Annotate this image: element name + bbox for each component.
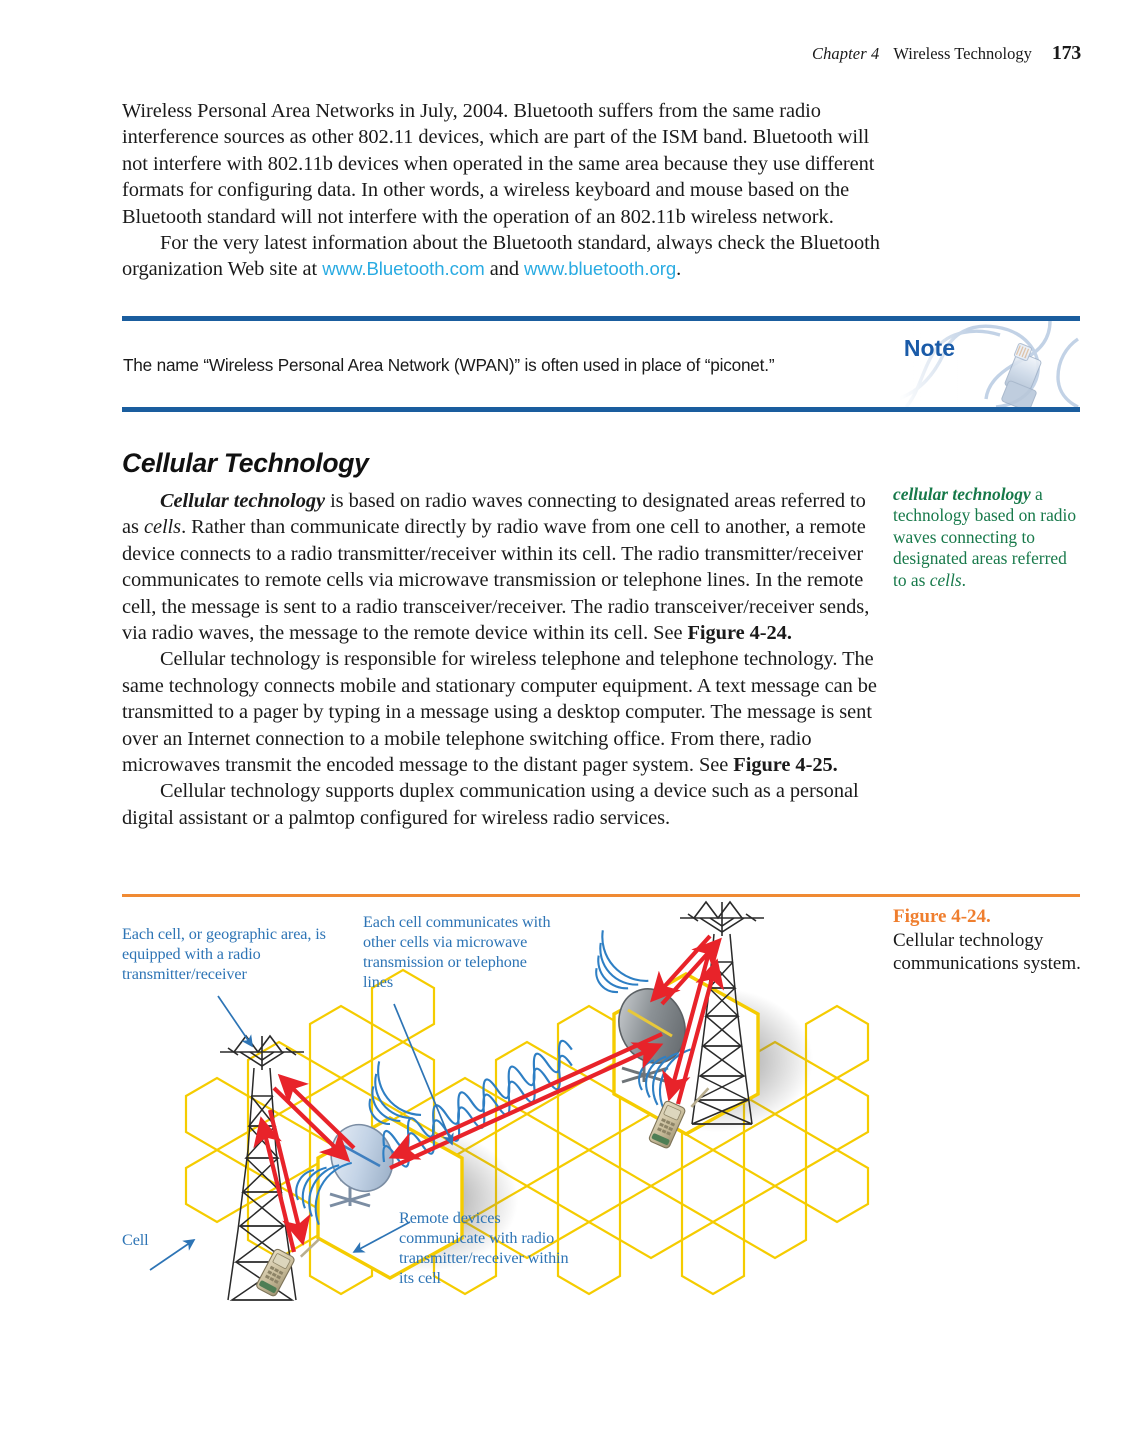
note-label: Note <box>903 335 955 361</box>
glossary-period: . <box>961 569 966 590</box>
leader-to-left-tower <box>218 996 252 1046</box>
note-rule-bottom <box>122 407 1080 412</box>
page-title: Cellular Technology <box>122 448 369 478</box>
glossary-cells-italic: cells <box>929 569 962 590</box>
figure-reference-425: Figure 4-25. <box>733 754 838 777</box>
paragraph-bluetooth-interference: Wireless Personal Area Networks in July, 2004. Bluetooth suffers from the same radio interference sources as other 802.11 devices, which are part of the ISM band. Bluetooth will not interfere with 802.11b devices when operated in the same area because they use different formats for configuring data. In other words, a wireless keyboard and mouse based on the Bluetooth standard will not interfere with the operation of an 802.11b wireless network. <box>122 100 875 228</box>
tower-crossarms <box>680 902 764 936</box>
note-box <box>122 316 1080 412</box>
paragraph-duplex-communication: Cellular technology supports duplex communication using a device such as a personal digital assistant or a palmtop configured for wireless radio services. <box>122 780 859 829</box>
annotation-remote-devices: Remote devices communicate with radio transmitter/receiver within its cell <box>399 1209 569 1287</box>
tower-crossarms <box>220 1036 304 1070</box>
paragraph-text: is based on radio waves connecting to designated areas referred to as <box>122 490 866 539</box>
leader-to-cell <box>150 1240 194 1270</box>
running-head-chapter: Chapter 4 <box>811 44 880 63</box>
paragraph-cellular-telephone <box>122 646 882 778</box>
figure-caption-text: Cellular technology communications system. <box>893 929 1081 974</box>
glossary-definition-text: a technology based on radio waves connecting to designated areas referred to as <box>893 484 1077 590</box>
link-bluetooth-com[interactable]: www.Bluetooth.com <box>322 258 485 280</box>
link-bluetooth-org[interactable]: www.bluetooth.org <box>524 258 677 280</box>
figure-reference-424: Figure 4-24. <box>687 622 792 645</box>
paragraph-text: Cellular technology is responsible for wireless telephone and telephone technology. The same technology connects mobile and stationary computer equipment. A text message can be transmitted to a pager by typing in a message using a desktop computer. The message is sent over an Internet connection to a mobile telephone switching office. From there, radio microwaves transmit the encoded message to the distant pager system. See <box>122 648 877 777</box>
annotation-radio-transmitter: Each cell, or geographic area, is equipped with a radio transmitter/receiver <box>122 925 326 983</box>
figure-caption <box>893 905 1083 976</box>
paragraph-bluetooth-websites <box>122 230 882 283</box>
conjunction-and: and <box>484 258 525 281</box>
term-cells: cells <box>143 516 182 539</box>
annotation-cell: Cell <box>122 1231 149 1249</box>
note-text: The name “Wireless Personal Area Network (WPAN)” is often used in place of “piconet.” <box>123 355 775 375</box>
body-text-top <box>122 98 1085 283</box>
running-head-section: Wireless Technology <box>893 44 1032 63</box>
annotation-microwave-transmission: Each cell communicates with other cells via microwave transmission or telephone lines <box>363 913 551 991</box>
paragraph-text: For the very latest information about the Bluetooth standard, always check the Bluetooth organization Web site at <box>122 232 880 281</box>
leader-to-microwave-link <box>394 1004 452 1144</box>
running-head <box>0 42 1081 65</box>
term-cellular-technology: Cellular technology <box>160 490 326 512</box>
paragraph-cellular-definition <box>122 488 882 646</box>
figure-rule <box>122 894 1080 897</box>
paragraph-text-cont: . Rather than communicate directly by radio wave from one cell to another, a remote device connects to a radio transmitter/receiver within its cell. The radio transmitter/receiver communicates to remote cells via microwave transmission or telephone lines. In the remote cell, the message is sent to a radio transceiver/receiver. The radio transceiver/receiver sends, via radio waves, the message to the remote device within its cell. See <box>122 516 870 645</box>
page-number: 173 <box>1051 42 1081 64</box>
glossary-term: cellular technology <box>893 484 1031 504</box>
period: . <box>676 258 682 281</box>
figure-4-24-illustration <box>122 900 892 1320</box>
body-text-cellular <box>122 488 1085 831</box>
network-cable-photo <box>900 321 1080 407</box>
figure-number: Figure 4-24. <box>893 906 991 927</box>
